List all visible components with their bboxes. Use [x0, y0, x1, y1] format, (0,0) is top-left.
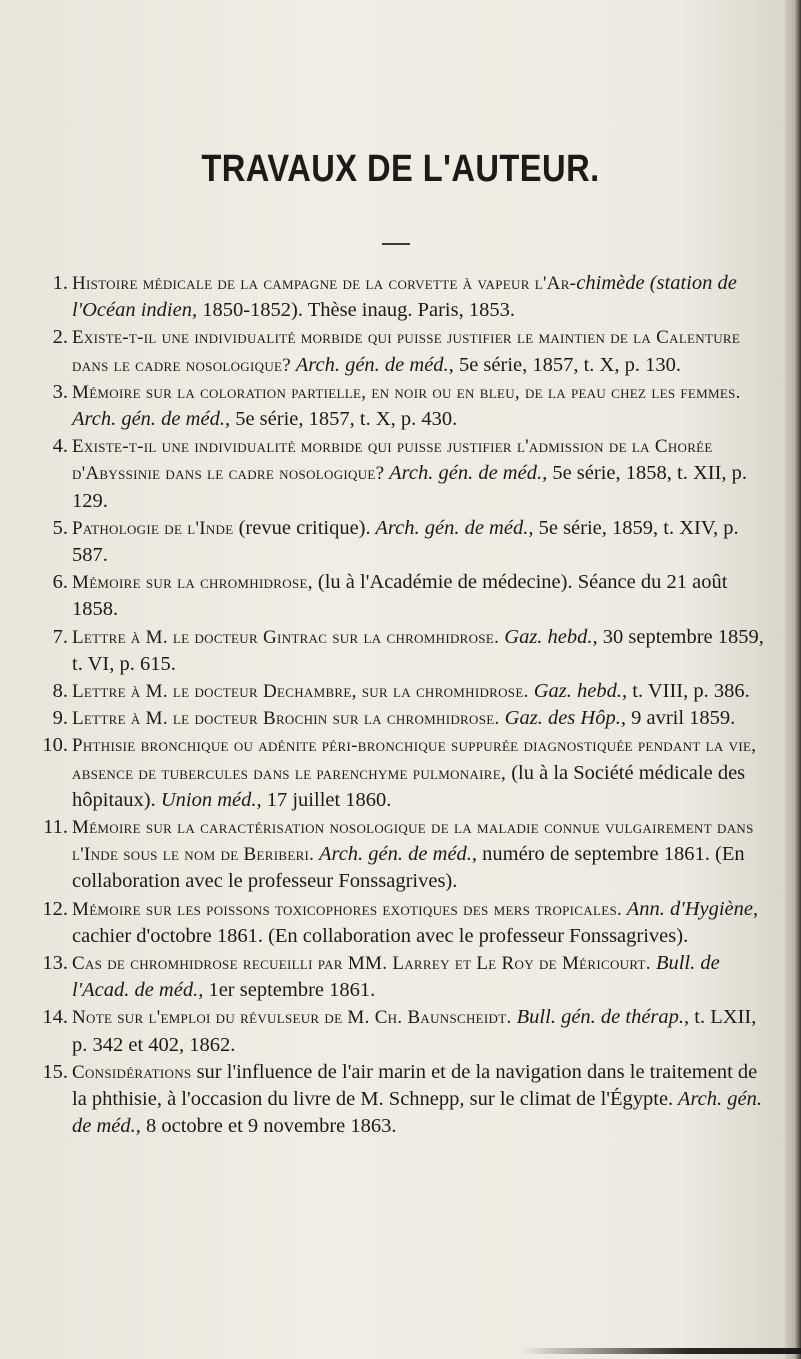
entry-title: Pathologie de l'Inde	[72, 517, 234, 539]
entry-title: Lettre à M. le docteur Dechambre, sur la chromhidrose.	[72, 681, 529, 703]
entry-journal: Arch. gén. de méd.,	[370, 516, 534, 539]
entry-reference: 5e série, 1857, t. X, p. 430.	[230, 408, 458, 431]
entry-number: 6.	[52, 571, 68, 594]
entry-journal: Bull. de l'Acad. de méd.,	[72, 952, 720, 1002]
title-rule	[382, 243, 410, 245]
entry-number: 14.	[42, 1006, 68, 1029]
list-item	[46, 569, 771, 623]
entry-number: 9.	[52, 707, 68, 730]
entry-number: 5.	[52, 516, 68, 539]
entry-reference: 5e série, 1858, t. XII, p. 129.	[72, 462, 748, 512]
list-item	[46, 324, 771, 378]
entry-title: Mémoire sur la coloration partielle, en noir ou en bleu, de la peau chez les femmes.	[72, 381, 741, 403]
page-edge-shadow	[785, 0, 801, 1359]
entry-title: Note sur l'emploi du révulseur de M. Ch. Baunscheidt.	[72, 1007, 512, 1029]
entry-reference: 1er septembre 1861.	[203, 979, 376, 1002]
entry-number: 1.	[52, 272, 68, 294]
list-item	[46, 379, 771, 433]
entry-note: (lu à la Société médicale des hôpitaux).	[72, 761, 746, 811]
entry-journal: Gaz. hebd.,	[528, 680, 628, 703]
list-item	[46, 624, 771, 678]
entry-reference: t. LXII, p. 342 et 402, 1862.	[72, 1006, 757, 1056]
list-item	[43, 814, 771, 896]
entry-journal: Arch. gén. de méd.,	[72, 1088, 762, 1138]
list-item	[46, 678, 771, 705]
list-item	[46, 515, 771, 569]
list-item	[42, 1004, 771, 1058]
entry-title: Cas de chromhidrose recueilli par MM. Larrey et Le Roy de Méricourt.	[72, 953, 651, 975]
entry-title: Mémoire sur la caractérisation nosologique de la maladie connue vulgairement dans l'Inde sous le nom de Beriberi.	[72, 817, 754, 866]
entry-reference: 5e série, 1857, t. X, p. 130.	[453, 353, 681, 376]
entry-number: 2.	[52, 326, 68, 349]
entry-journal: Gaz. des Hôp.,	[499, 707, 626, 730]
entry-title: Phthisie bronchique ou adénite péri-bronchique suppurée diagnostiquée pendant la vie, absence de tubercules dans le parenchyme pulmonaire,	[72, 735, 757, 784]
entry-journal: Arch. gén. de méd.,	[314, 843, 478, 866]
entry-number: 11.	[43, 816, 68, 839]
list-item	[46, 270, 771, 324]
entry-number: 12.	[42, 897, 68, 920]
list-item	[46, 433, 771, 515]
entry-journal: Gaz. hebd.,	[499, 625, 598, 648]
entry-reference: 1850-1852). Thèse inaug. Paris, 1853.	[197, 299, 515, 322]
page-title: TRAVAUX DE L'AUTEUR.	[201, 148, 600, 190]
entry-reference: 5e série, 1859, t. XIV, p. 587.	[72, 516, 739, 567]
entry-reference: numéro de septembre 1861. (En collaboration avec le professeur Fonssagrives).	[72, 843, 745, 893]
list-item	[42, 732, 771, 814]
entry-journal: Arch. gén. de méd.,	[72, 408, 231, 431]
entry-title: Considérations	[72, 1061, 192, 1083]
entry-number: 7.	[52, 625, 68, 648]
list-item	[42, 896, 771, 950]
entry-title: Existe-t-il une individualité morbide qui puisse justifier le maintien de la Calenture dans le cadre nosologique?	[72, 327, 741, 376]
entry-reference: 17 juillet 1860.	[261, 788, 392, 811]
entry-note: sur l'influence de l'air marin et de la navigation dans le traitement de la phthisie, à l'occasion du livre de M. Schnepp, sur le climat de l'Égypte.	[72, 1060, 758, 1111]
list-item	[42, 950, 771, 1004]
entry-reference: 9 avril 1859.	[625, 707, 736, 730]
entry-title: Mémoire sur la chromhidrose,	[72, 572, 313, 594]
entry-title: Mémoire sur les poissons toxicophores exotiques des mers tropicales.	[72, 898, 623, 920]
entry-reference: (lu à l'Académie de médecine). Séance du 21 août 1858.	[72, 571, 728, 621]
entry-reference: 30 septembre 1859, t. VI, p. 615.	[72, 625, 764, 675]
list-item	[42, 1059, 771, 1141]
entry-journal: Union méd.,	[155, 788, 262, 811]
entry-reference: t. VIII, p. 386.	[627, 680, 750, 703]
works-list	[42, 270, 771, 1141]
entry-note: (revue critique).	[233, 516, 371, 539]
entry-title: Lettre à M. le docteur Brochin sur la chromhidrose.	[72, 708, 500, 730]
entry-reference: 8 octobre et 9 novembre 1863.	[140, 1115, 397, 1138]
entry-journal: Arch. gén. de méd.,	[384, 462, 548, 485]
entry-journal: Bull. gén. de thérap.,	[511, 1006, 690, 1029]
entry-number: 10.	[42, 734, 68, 757]
entry-journal: chimède (station de l'Océan indien,	[72, 272, 737, 322]
entry-journal: Arch. gén. de méd.,	[290, 353, 454, 376]
entry-number: 15.	[42, 1060, 68, 1083]
entry-title: Existe-t-il une individualité morbide qui puisse justifier l'admission de la Chorée d'Abyssinie dans le cadre nosologique?	[72, 436, 713, 485]
list-item	[46, 705, 771, 732]
entry-number: 8.	[52, 680, 68, 703]
bottom-edge-shadow	[520, 1348, 801, 1354]
entry-number: 13.	[42, 952, 68, 975]
entry-reference: cachier d'octobre 1861. (En collaboration avec le professeur Fonssagrives).	[72, 924, 689, 947]
entry-number: 4.	[52, 435, 68, 458]
entry-number: 3.	[52, 380, 68, 403]
entry-journal: Ann. d'Hygiène,	[622, 897, 759, 920]
entry-title: Histoire médicale de la campagne de la corvette à vapeur l'Ar-	[72, 273, 577, 294]
entry-title: Lettre à M. le docteur Gintrac sur la chromhidrose.	[72, 626, 500, 648]
